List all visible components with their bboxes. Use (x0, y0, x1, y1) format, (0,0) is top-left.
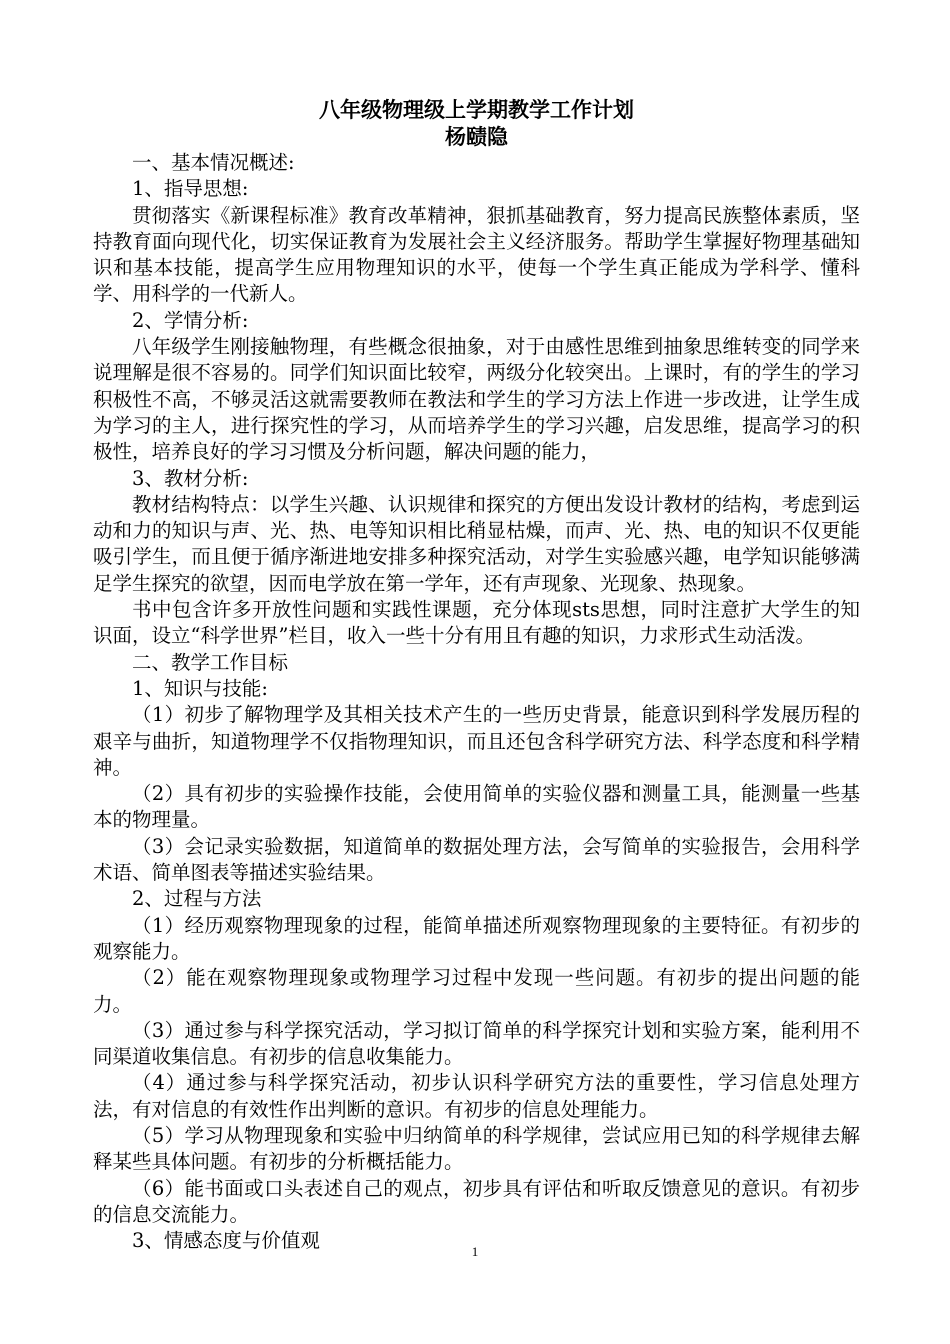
document-page (93, 96, 860, 1254)
list-item: （1）经历观察物理现象的过程，能简单描述所观察物理现象的主要特征。有初步的观察能力。 (93, 913, 860, 963)
list-item: （3）通过参与科学探究活动，学习拟订简单的科学探究计划和实验方案，能利用不同渠道收集信息。有初步的信息收集能力。 (93, 1018, 860, 1069)
paragraph: 教材结构特点：以学生兴趣、认识规律和探究的方便出发设计教材的结构，考虑到运动和力的知识与声、光、热、电等知识相比稍显枯燥，而声、光、热、电的知识不仅更能吸引学生，而且便于循序渐进地安排多种探究活动，对学生实验感兴趣，电学知识能够满足学生探究的欲望，因而电学放在第一学年，还有声现象、光现象、热现象。 (93, 492, 860, 595)
list-item: （6）能书面或口头表述自己的观点，初步具有评估和听取反馈意见的意识。有初步的信息交流能力。 (93, 1176, 860, 1226)
list-item: （2）能在观察物理现象或物理学习过程中发现一些问题。有初步的提出问题的能力。 (93, 966, 860, 1016)
subsection-heading: 3、情感态度与价值观 (132, 1229, 320, 1253)
list-item: （3）会记录实验数据，知道简单的数据处理方法，会写简单的实验报告，会用科学术语、简单图表等描述实验结果。 (93, 834, 860, 885)
section-heading: 一、基本情况概述: (132, 151, 295, 174)
subsection-heading: 3、教材分析: (132, 466, 249, 490)
subsection-heading: 1、知识与技能: (132, 676, 268, 700)
paragraph: 书中包含许多开放性问题和实践性课题，充分体现sts思想，同时注意扩大学生的知识面，设立“科学世界”栏目，收入一些十分有用且有趣的知识，力求形式生动活泼。 (93, 598, 860, 648)
list-item: （4）通过参与科学探究活动，初步认识科学研究方法的重要性，学习信息处理方法，有对信息的有效性作出判断的意识。有初步的信息处理能力。 (93, 1071, 860, 1121)
list-item: （5）学习从物理现象和实验中归纳简单的科学规律，尝试应用已知的科学规律去解释某些具体问题。有初步的分析概括能力。 (93, 1123, 860, 1174)
subsection-heading: 2、学情分析: (132, 308, 249, 332)
list-item: （1）初步了解物理学及其相关技术产生的一些历史背景，能意识到科学发展历程的艰辛与曲折，知道物理学不仅指物理知识，而且还包含科学研究方法、科学态度和科学精神。 (93, 703, 860, 779)
document-body (93, 150, 860, 1254)
paragraph: 贯彻落实《新课程标准》教育改革精神，狠抓基础教育，努力提高民族整体素质，坚持教育面向现代化，切实保证教育为发展社会主义经济服务。帮助学生掌握好物理基础知识和基本技能，提高学生应用物理知识的水平，使每一个学生真正能成为学科学、懂科学、用科学的一代新人。 (93, 203, 860, 306)
paragraph: 八年级学生刚接触物理，有些概念很抽象，对于由感性思维到抽象思维转变的同学来说理解是很不容易的。同学们知识面比较窄，两级分化较突出。上课时，有的学生的学习积极性不高，不够灵活这就需要教师在教法和学生的学习方法上作进一步改进，让学生成为学习的主人，进行探究性的学习，从而培养学生的学习兴趣，启发思维，提高学习的积极性，培养良好的学习习惯及分析问题，解决问题的能力， (93, 335, 860, 464)
section-heading: 二、教学工作目标 (132, 650, 289, 674)
subsection-heading: 2、过程与方法 (132, 887, 262, 911)
document-author: 杨赜隐 (445, 124, 508, 149)
subsection-heading: 1、指导思想: (132, 177, 249, 201)
list-item: （2）具有初步的实验操作技能，会使用简单的实验仪器和测量工具，能测量一些基本的物理量。 (93, 782, 860, 832)
page-number: 1 (471, 1244, 479, 1259)
document-title: 八年级物理级上学期教学工作计划 (319, 97, 634, 122)
